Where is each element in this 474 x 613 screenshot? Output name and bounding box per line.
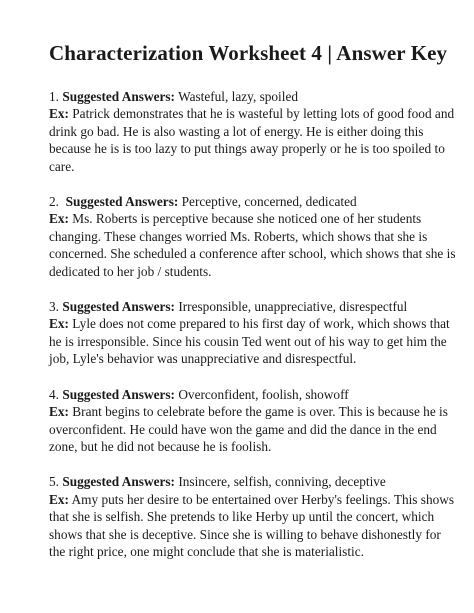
- example-label: Ex:: [49, 106, 69, 122]
- answer-item-4: [49, 386, 456, 456]
- suggested-answers: Wasteful, lazy, spoiled: [178, 89, 298, 104]
- answer-line: [49, 473, 456, 490]
- answer-line: [49, 386, 456, 403]
- item-number: 3.: [49, 299, 59, 315]
- suggested-answers: Perceptive, concerned, dedicated: [181, 194, 357, 210]
- example-label: Ex:: [49, 211, 69, 227]
- suggested-answers-label: Suggested Answers:: [62, 386, 175, 402]
- suggested-answers-label: Suggested Answers:: [62, 89, 175, 104]
- item-number: 5.: [49, 474, 59, 490]
- example-text: Lyle does not come prepared to his first day of work, which shows that he is irresponsible. Since his cousin Ted went out of his way to get him the job, Lyle's behavior was unappreciative and disrespectful.: [49, 316, 450, 367]
- item-number: 1.: [49, 89, 59, 104]
- answer-line: [49, 88, 456, 105]
- answer-item-5: [49, 473, 456, 560]
- answer-line: [49, 298, 456, 315]
- example-label: Ex:: [49, 316, 69, 332]
- suggested-answers-label: Suggested Answers:: [62, 299, 175, 315]
- example-line: [49, 315, 456, 367]
- suggested-answers: Overconfident, foolish, showoff: [178, 386, 349, 402]
- answer-item-2: [49, 193, 456, 280]
- example-text: Patrick demonstrates that he is wasteful by letting lots of good food and drink go bad. He is also wasting a lot of energy. He is either doing this because he is is too lazy to put things away properly or he is too spoiled to care.: [49, 106, 455, 174]
- suggested-answers-label: Suggested Answers:: [65, 194, 179, 210]
- example-line: [49, 105, 456, 175]
- answer-item-3: [49, 298, 456, 368]
- suggested-answers: Irresponsible, unappreciative, disrespectful: [178, 299, 408, 315]
- example-line: [49, 210, 456, 280]
- example-label: Ex:: [49, 491, 69, 507]
- page-title: Characterization Worksheet 4 | Answer Key: [49, 41, 448, 65]
- example-line: [49, 403, 456, 455]
- item-number: 2.: [49, 194, 59, 210]
- item-number: 4.: [49, 386, 59, 402]
- example-text: Brant begins to celebrate before the game is over. This is because he is overconfident. He could have won the game and did the dance in the end zone, but he did not because he is foolish.: [49, 404, 448, 454]
- suggested-answers: Insincere, selfish, conniving, deceptive: [178, 474, 386, 490]
- answer-item-1: [49, 88, 456, 175]
- answer-line: [49, 193, 456, 210]
- example-text: Ms. Roberts is perceptive because she noticed one of her students changing. These changes worried Ms. Roberts, which shows that she is concerned. She scheduled a conference after school, which shows that she is dedicated to her job / students.: [49, 211, 456, 279]
- suggested-answers-label: Suggested Answers:: [62, 474, 175, 490]
- example-text: Amy puts her desire to be entertained over Herby's feelings. This shows that she is selfish. She pretends to like Herby up until the concert, which shows that she is deceptive. Since she is willing to behave dishonestly for the right price, one might conclude that she is materialistic.: [49, 491, 455, 559]
- example-label: Ex:: [49, 404, 69, 420]
- example-line: [49, 491, 456, 561]
